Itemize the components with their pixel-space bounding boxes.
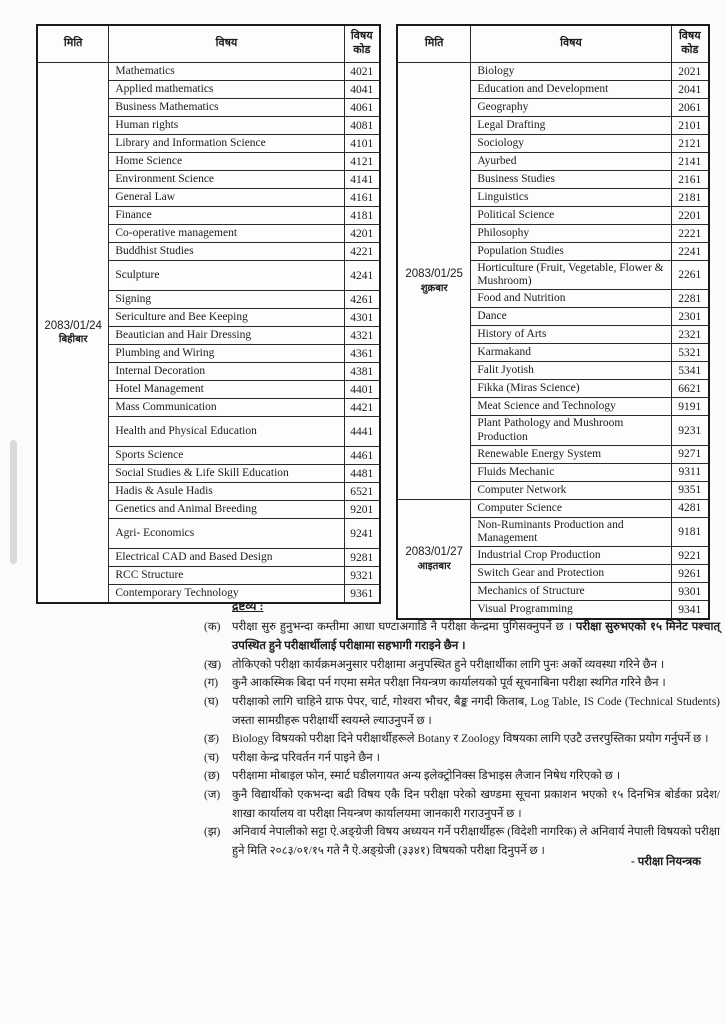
subject-cell: Sports Science: [109, 447, 344, 465]
code-cell: 9271: [671, 445, 709, 463]
subject-cell: Education and Development: [471, 81, 671, 99]
note-label: (ख): [204, 658, 222, 671]
code-cell: 4121: [344, 153, 380, 171]
code-cell: 2101: [671, 117, 709, 135]
weekday-value: शुक्रबार: [420, 282, 448, 294]
exam-table-left: [36, 24, 381, 604]
subject-cell: Switch Gear and Protection: [471, 565, 671, 583]
subject-cell: Home Science: [109, 153, 344, 171]
code-cell: 2041: [671, 81, 709, 99]
subject-cell: Mass Communication: [109, 399, 344, 417]
code-cell: 9181: [671, 517, 709, 546]
code-cell: 5341: [671, 362, 709, 380]
note-item: [204, 730, 720, 749]
note-text-regular: कुनै आकस्मिक बिदा पर्न गएमा समेत परीक्षा नियन्त्रण कार्यालयको पूर्व सूचनाबिना परीक्षा स्थगित गरिने छैन ।: [232, 677, 666, 690]
note-item: [204, 786, 720, 823]
note-label: (क): [204, 621, 221, 634]
code-cell: 4181: [344, 207, 380, 225]
code-cell: 4161: [344, 189, 380, 207]
code-cell: 9301: [671, 583, 709, 601]
subject-cell: Mathematics: [109, 63, 344, 81]
subject-cell: Plant Pathology and Mushroom Production: [471, 416, 671, 445]
code-cell: 4061: [344, 99, 380, 117]
code-cell: 9351: [671, 481, 709, 499]
subject-cell: Visual Programming: [471, 601, 671, 620]
subject-cell: Ayurbed: [471, 153, 671, 171]
exam-table-right: [396, 24, 710, 620]
subject-cell: Philosophy: [471, 225, 671, 243]
subject-cell: Fikka (Miras Science): [471, 380, 671, 398]
note-text-regular: तोकिएको परीक्षा कार्यक्रमअनुसार परीक्षामा अनुपस्थित हुने परीक्षार्थीका लागि पुनः अर्को व्यवस्था गरिने छैन ।: [232, 658, 665, 671]
subject-cell: Buddhist Studies: [109, 243, 344, 261]
note-text: [232, 730, 720, 749]
subject-cell: Geography: [471, 99, 671, 117]
code-cell: 2301: [671, 308, 709, 326]
date-value: 2083/01/25: [405, 267, 463, 280]
code-cell: 4281: [671, 499, 709, 517]
subject-cell: Health and Physical Education: [109, 417, 344, 447]
date-header: मिति: [397, 25, 471, 63]
subject-cell: Computer Network: [471, 481, 671, 499]
subject-cell: Industrial Crop Production: [471, 547, 671, 565]
subject-cell: Biology: [471, 63, 671, 81]
scrollbar-thumb[interactable]: [10, 440, 17, 564]
date-cell: [397, 63, 471, 500]
subject-cell: Signing: [109, 291, 344, 309]
code-cell: 4241: [344, 261, 380, 291]
note-text-regular: अनिवार्य नेपालीको सट्टा ऐ.अङ्ग्रेजी विषय अध्ययन गर्ने परीक्षार्थीहरू (विदेशी नागरिक) ले अनिवार्य नेपाली विषयको परीक्षा हुने मिति २०८३/०१/१५ गते नै ऐ.अङ्ग्रेजी (३३४१) विषयको परीक्षा दिनुपर्ने छ ।: [232, 826, 720, 857]
note-label: (ग): [204, 677, 219, 690]
subject-cell: Plumbing and Wiring: [109, 345, 344, 363]
subject-cell: Business Mathematics: [109, 99, 344, 117]
code-cell: 4101: [344, 135, 380, 153]
code-cell: 9191: [671, 398, 709, 416]
code-cell: 9241: [344, 519, 380, 549]
code-cell: 6521: [344, 483, 380, 501]
code-cell: 2241: [671, 243, 709, 261]
code-cell: 4481: [344, 465, 380, 483]
subject-cell: Hadis & Asule Hadis: [109, 483, 344, 501]
date-value: 2083/01/24: [44, 319, 102, 332]
code-cell: 4261: [344, 291, 380, 309]
subject-cell: Linguistics: [471, 189, 671, 207]
note-item: [204, 674, 720, 693]
subject-cell: Computer Science: [471, 499, 671, 517]
weekday-value: बिहीबार: [58, 334, 88, 346]
date-value: 2083/01/27: [405, 546, 463, 559]
note-text-bold: परीक्षा सुरुभएको १५ मिनेट पश्चात् उपस्थित हुने परीक्षार्थीलाई परीक्षामा सहभागी गराइने छैन ।: [232, 621, 720, 653]
code-cell: 2141: [671, 153, 709, 171]
code-header: विषय कोड: [671, 25, 709, 63]
note-text: [232, 767, 720, 786]
code-cell: 4021: [344, 63, 380, 81]
subject-cell: History of Arts: [471, 326, 671, 344]
subject-cell: Environment Science: [109, 171, 344, 189]
subject-cell: Hotel Management: [109, 381, 344, 399]
code-cell: 4221: [344, 243, 380, 261]
subject-cell: Library and Information Science: [109, 135, 344, 153]
note-text: [232, 618, 720, 655]
notes-heading: द्रष्टव्य :: [232, 599, 264, 613]
table-row: [397, 499, 709, 517]
code-cell: 2321: [671, 326, 709, 344]
note-text: [232, 749, 720, 768]
note-label: (झ): [204, 826, 221, 839]
note-text-regular: कुनै विद्यार्थीको एकभन्दा बढी विषय एकै दिन परीक्षा परेको खण्डमा सूचना प्रकाशन भएको १५ दिनभित्र बोर्डका प्रदेश/शाखा कार्यालय वा परीक्षा नियन्त्रण कार्यालयमा जानकारी गराउनुपर्ने छ ।: [232, 789, 720, 820]
subject-cell: Meat Science and Technology: [471, 398, 671, 416]
subject-cell: Legal Drafting: [471, 117, 671, 135]
header-row: [37, 25, 380, 63]
note-item: [204, 749, 720, 768]
code-cell: 2181: [671, 189, 709, 207]
subject-header: विषय: [109, 25, 344, 63]
code-cell: 4401: [344, 381, 380, 399]
subject-cell: Agri- Economics: [109, 519, 344, 549]
code-cell: 9231: [671, 416, 709, 445]
signature-exam-controller: - परीक्षा नियन्त्रक: [631, 856, 701, 868]
code-cell: 2161: [671, 171, 709, 189]
subject-cell: Horticulture (Fruit, Vegetable, Flower & Mushroom): [471, 261, 671, 290]
subject-cell: Mechanics of Structure: [471, 583, 671, 601]
subject-cell: Renewable Energy System: [471, 445, 671, 463]
note-item: [204, 767, 720, 786]
subject-cell: Fluids Mechanic: [471, 463, 671, 481]
subject-cell: Sculpture: [109, 261, 344, 291]
code-cell: 9321: [344, 567, 380, 585]
code-cell: 2061: [671, 99, 709, 117]
note-item: [204, 618, 720, 655]
subject-cell: RCC Structure: [109, 567, 344, 585]
code-cell: 4141: [344, 171, 380, 189]
code-cell: 4441: [344, 417, 380, 447]
subject-cell: Electrical CAD and Based Design: [109, 549, 344, 567]
subject-cell: Sociology: [471, 135, 671, 153]
code-cell: 6621: [671, 380, 709, 398]
subject-cell: Applied mathematics: [109, 81, 344, 99]
subject-cell: General Law: [109, 189, 344, 207]
code-cell: 2021: [671, 63, 709, 81]
subject-cell: Food and Nutrition: [471, 290, 671, 308]
code-cell: 9281: [344, 549, 380, 567]
subject-header: विषय: [471, 25, 671, 63]
note-label: (छ): [204, 770, 220, 783]
subject-cell: Karmakand: [471, 344, 671, 362]
subject-cell: Internal Decoration: [109, 363, 344, 381]
subject-cell: Business Studies: [471, 171, 671, 189]
subject-cell: Human rights: [109, 117, 344, 135]
table-row: [37, 63, 380, 81]
notes-section: [204, 597, 720, 861]
subject-cell: Finance: [109, 207, 344, 225]
code-cell: 2221: [671, 225, 709, 243]
note-text: [232, 674, 720, 693]
note-label: (च): [204, 751, 219, 764]
code-cell: 4361: [344, 345, 380, 363]
table-row: [397, 63, 709, 81]
code-cell: 4041: [344, 81, 380, 99]
subject-cell: Genetics and Animal Breeding: [109, 501, 344, 519]
note-text-regular: परीक्षा केन्द्र परिवर्तन गर्न पाइने छैन ।: [232, 751, 380, 764]
note-text-regular: परीक्षामा मोबाइल फोन, स्मार्ट घडीलगायत अन्य इलेक्ट्रोनिक्स डिभाइस लैजान निषेध गरिएको छ ।: [232, 770, 621, 783]
subject-cell: Dance: [471, 308, 671, 326]
subject-cell: Population Studies: [471, 243, 671, 261]
note-item: [204, 693, 720, 730]
notes-list: [204, 618, 720, 860]
code-header: विषय कोड: [344, 25, 380, 63]
code-cell: 2281: [671, 290, 709, 308]
weekday-value: आइतबार: [417, 561, 451, 573]
note-label: (ज): [204, 789, 221, 802]
code-cell: 2261: [671, 261, 709, 290]
code-cell: 9361: [344, 585, 380, 604]
date-header: मिति: [37, 25, 109, 63]
note-item: [204, 656, 720, 675]
subject-cell: Social Studies & Life Skill Education: [109, 465, 344, 483]
date-cell: [37, 63, 109, 604]
subject-cell: Contemporary Technology: [109, 585, 344, 604]
note-text-regular: परीक्षा सुरु हुनुभन्दा कम्तीमा आधा घण्टाअगाडि नै परीक्षा केन्द्रमा पुगिसक्नुपर्ने छ ।: [232, 621, 576, 634]
subject-cell: Sericulture and Bee Keeping: [109, 309, 344, 327]
code-cell: 9201: [344, 501, 380, 519]
code-cell: 9261: [671, 565, 709, 583]
code-cell: 4461: [344, 447, 380, 465]
note-text-regular: Biology विषयको परीक्षा दिने परीक्षार्थीहरूले Botany र Zoology विषयका लागि एउटै उत्तरपुस्तिका प्रयोग गर्नुपर्ने छ ।: [232, 733, 709, 746]
note-text: [232, 656, 720, 675]
code-cell: 4321: [344, 327, 380, 345]
subject-cell: Beautician and Hair Dressing: [109, 327, 344, 345]
schedule-tables: [36, 24, 710, 620]
code-cell: 2121: [671, 135, 709, 153]
note-text: [232, 786, 720, 823]
code-cell: 4081: [344, 117, 380, 135]
code-cell: 5321: [671, 344, 709, 362]
code-cell: 4421: [344, 399, 380, 417]
code-cell: 9341: [671, 601, 709, 620]
note-text-regular: परीक्षाको लागि चाहिने ग्राफ पेपर, चार्ट, गोश्वरा भौचर, बैङ्क नगदी किताब, Log Table, IS Code (Technical Students) जस्ता सामग्रीहरू परीक्षार्थी स्वयम्ले ल्याउनुपर्ने छ ।: [232, 695, 720, 727]
header-row: [397, 25, 709, 63]
code-cell: 9221: [671, 547, 709, 565]
code-cell: 2201: [671, 207, 709, 225]
subject-cell: Falit Jyotish: [471, 362, 671, 380]
code-cell: 9311: [671, 463, 709, 481]
code-cell: 4301: [344, 309, 380, 327]
note-label: (ङ): [204, 733, 219, 746]
note-label: (घ): [204, 695, 219, 708]
subject-cell: Co-operative management: [109, 225, 344, 243]
code-cell: 4381: [344, 363, 380, 381]
subject-cell: Political Science: [471, 207, 671, 225]
subject-cell: Non-Ruminants Production and Management: [471, 517, 671, 546]
note-text: [232, 693, 720, 730]
code-cell: 4201: [344, 225, 380, 243]
